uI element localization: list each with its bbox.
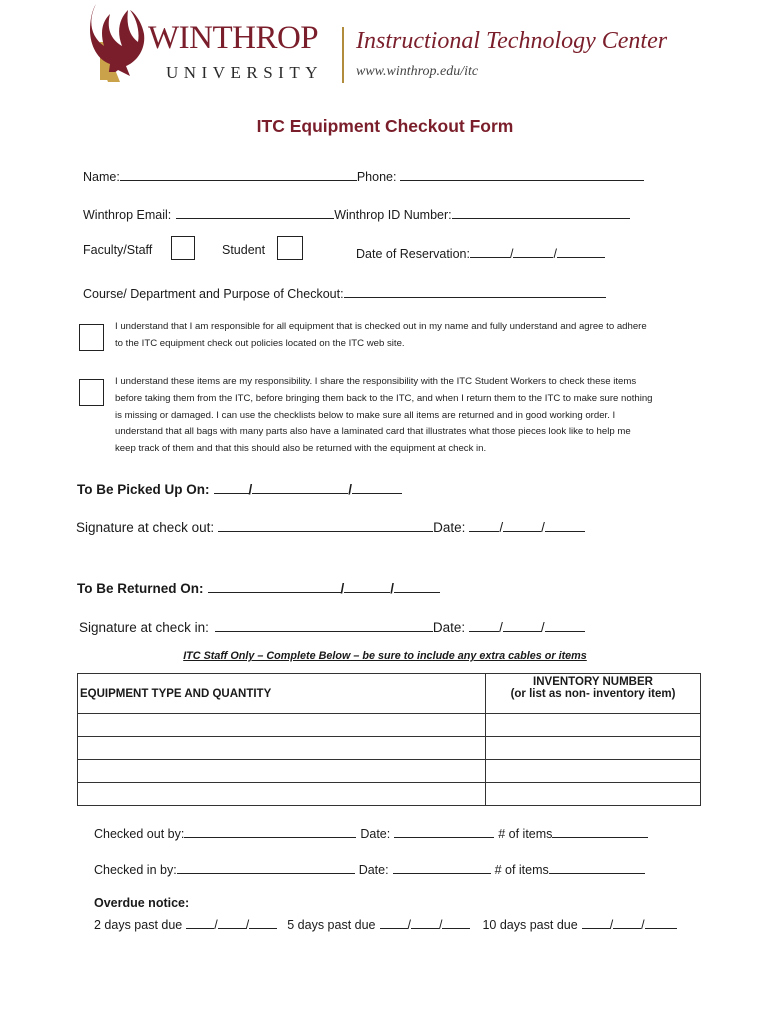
overdue-10-days-label: 10 days past due xyxy=(482,918,578,932)
checked-out-label: Checked out by: xyxy=(94,827,185,841)
course-purpose-label: Course/ Department and Purpose of Checkout: xyxy=(83,287,344,301)
agreement-responsibility-text: I understand these items are my responsibility. I share the responsibility with the ITC Student Workers to check these items before taking them from the ITC, before bringing them back to the ITC, and when I return them to the ITC to make sure nothing is missing or damaged. I can use the checklists below to make sure all items are returned and in good working order. I understand that all bags with many parts also have a laminated card that illustrates what those pieces look like to help me keep track of them and that this should also be returned with the equipment at check in. xyxy=(115,376,653,455)
student-checkbox[interactable] xyxy=(277,236,303,260)
logo-wordmark: WINTHROP xyxy=(148,20,319,56)
reservation-date-label: Date of Reservation: xyxy=(356,247,470,261)
course-row xyxy=(83,283,606,301)
checked-out-by-field[interactable] xyxy=(184,823,356,838)
phone-field[interactable] xyxy=(400,166,644,181)
overdue-5-year-field[interactable] xyxy=(442,914,470,929)
overdue-2-days-label: 2 days past due xyxy=(94,918,183,932)
checked-in-date-label: Date: xyxy=(358,863,389,877)
overdue-row: 2 days past due / / 5 days past due / / 10 days past due / / xyxy=(94,914,677,932)
id-number-field[interactable] xyxy=(452,204,630,219)
overdue-10-year-field[interactable] xyxy=(645,914,677,929)
reservation-day-field[interactable] xyxy=(513,243,553,258)
agreement-policy-checkbox[interactable] xyxy=(79,324,104,351)
checked-out-row xyxy=(94,823,648,841)
checked-out-items-label: # of items xyxy=(498,827,553,841)
overdue-5-days-label: 5 days past due xyxy=(287,918,376,932)
table-row xyxy=(78,714,701,737)
faculty-staff-checkbox[interactable] xyxy=(171,236,195,260)
inventory-number-header: INVENTORY NUMBER (or list as non- inventory item) xyxy=(486,674,701,714)
checked-in-items-label: # of items xyxy=(494,863,549,877)
overdue-5-day-field[interactable] xyxy=(411,914,439,929)
table-row xyxy=(78,760,701,783)
overdue-10-month-field[interactable] xyxy=(582,914,610,929)
inventory-cell[interactable] xyxy=(486,783,701,806)
inventory-cell[interactable] xyxy=(486,714,701,737)
id-number-label: Winthrop ID Number: xyxy=(334,208,452,222)
name-row xyxy=(83,166,644,184)
pickup-year-field[interactable] xyxy=(352,479,402,494)
email-row xyxy=(83,204,630,222)
pickup-month-field[interactable] xyxy=(214,479,249,494)
checkout-month-field[interactable] xyxy=(469,517,499,532)
checkin-date-label: Date: xyxy=(432,620,466,635)
return-month-field[interactable] xyxy=(208,578,341,593)
name-label: Name: xyxy=(83,170,120,184)
reservation-date-row: Date of Reservation: / / xyxy=(356,243,605,261)
checked-in-label: Checked in by: xyxy=(94,863,177,877)
equipment-cell[interactable] xyxy=(78,714,486,737)
return-row: To Be Returned On: / / xyxy=(77,578,440,596)
overdue-2-day-field[interactable] xyxy=(218,914,246,929)
email-field[interactable] xyxy=(176,204,334,219)
inventory-cell[interactable] xyxy=(486,737,701,760)
staff-only-note: ITC Staff Only – Complete Below – be sure to include any extra cables or items xyxy=(183,650,587,662)
equipment-cell[interactable] xyxy=(78,737,486,760)
equipment-cell[interactable] xyxy=(78,783,486,806)
overdue-title: Overdue notice: xyxy=(94,896,190,910)
overdue-10-day-field[interactable] xyxy=(613,914,641,929)
checkin-year-field[interactable] xyxy=(545,617,585,632)
return-year-field[interactable] xyxy=(394,578,440,593)
faculty-staff-label: Faculty/Staff xyxy=(83,243,153,257)
agreement-policy-text: I understand that I am responsible for all equipment that is checked out in my name and fully understand and agree to adhere to the ITC equipment check out policies located on the ITC web site. xyxy=(115,321,647,349)
pickup-row: To Be Picked Up On: / / xyxy=(77,479,402,497)
checkout-date-label: Date: xyxy=(433,520,466,535)
checkin-signature-label: Signature at check in: xyxy=(79,620,209,635)
center-url: www.winthrop.edu/itc xyxy=(356,64,479,79)
checkin-signature-row: Signature at check in: Date: / / xyxy=(79,617,585,635)
checked-in-by-field[interactable] xyxy=(177,859,355,874)
overdue-5-month-field[interactable] xyxy=(380,914,408,929)
equipment-cell[interactable] xyxy=(78,760,486,783)
table-row xyxy=(78,737,701,760)
checkout-year-field[interactable] xyxy=(545,517,585,532)
return-day-field[interactable] xyxy=(344,578,390,593)
logo-university: UNIVERSITY xyxy=(166,63,323,82)
header-divider xyxy=(342,27,344,83)
table-header-row xyxy=(78,674,701,714)
overdue-2-month-field[interactable] xyxy=(186,914,214,929)
equipment-table xyxy=(77,673,701,806)
checkin-day-field[interactable] xyxy=(503,617,541,632)
overdue-2-year-field[interactable] xyxy=(249,914,277,929)
table-row xyxy=(78,783,701,806)
course-purpose-field[interactable] xyxy=(344,283,606,298)
pickup-label: To Be Picked Up On: xyxy=(77,482,210,497)
checked-out-date-field[interactable] xyxy=(394,823,494,838)
checkout-day-field[interactable] xyxy=(503,517,541,532)
pickup-day-field[interactable] xyxy=(252,479,348,494)
checked-out-items-field[interactable] xyxy=(552,823,648,838)
phone-label: Phone: xyxy=(356,170,397,184)
checked-in-row xyxy=(94,859,645,877)
reservation-year-field[interactable] xyxy=(557,243,605,258)
agreement-responsibility-checkbox[interactable] xyxy=(79,379,104,406)
inventory-cell[interactable] xyxy=(486,760,701,783)
student-label: Student xyxy=(222,243,266,257)
name-field[interactable] xyxy=(120,166,357,181)
email-label: Winthrop Email: xyxy=(83,208,172,222)
checkin-signature-field[interactable] xyxy=(215,617,433,632)
checkin-month-field[interactable] xyxy=(469,617,499,632)
return-label: To Be Returned On: xyxy=(77,581,204,596)
equipment-type-header: EQUIPMENT TYPE AND QUANTITY xyxy=(78,674,486,714)
center-name: Instructional Technology Center xyxy=(356,28,668,54)
checked-in-date-field[interactable] xyxy=(393,859,491,874)
checked-out-date-label: Date: xyxy=(360,827,391,841)
checkout-signature-field[interactable] xyxy=(218,517,433,532)
checked-in-items-field[interactable] xyxy=(549,859,645,874)
checkout-signature-label: Signature at check out: xyxy=(76,520,215,535)
checkout-signature-row: Signature at check out: Date: / / xyxy=(76,517,585,535)
reservation-month-field[interactable] xyxy=(470,243,510,258)
eagle-logo-icon xyxy=(86,2,148,82)
page-title: ITC Equipment Checkout Form xyxy=(256,116,514,136)
